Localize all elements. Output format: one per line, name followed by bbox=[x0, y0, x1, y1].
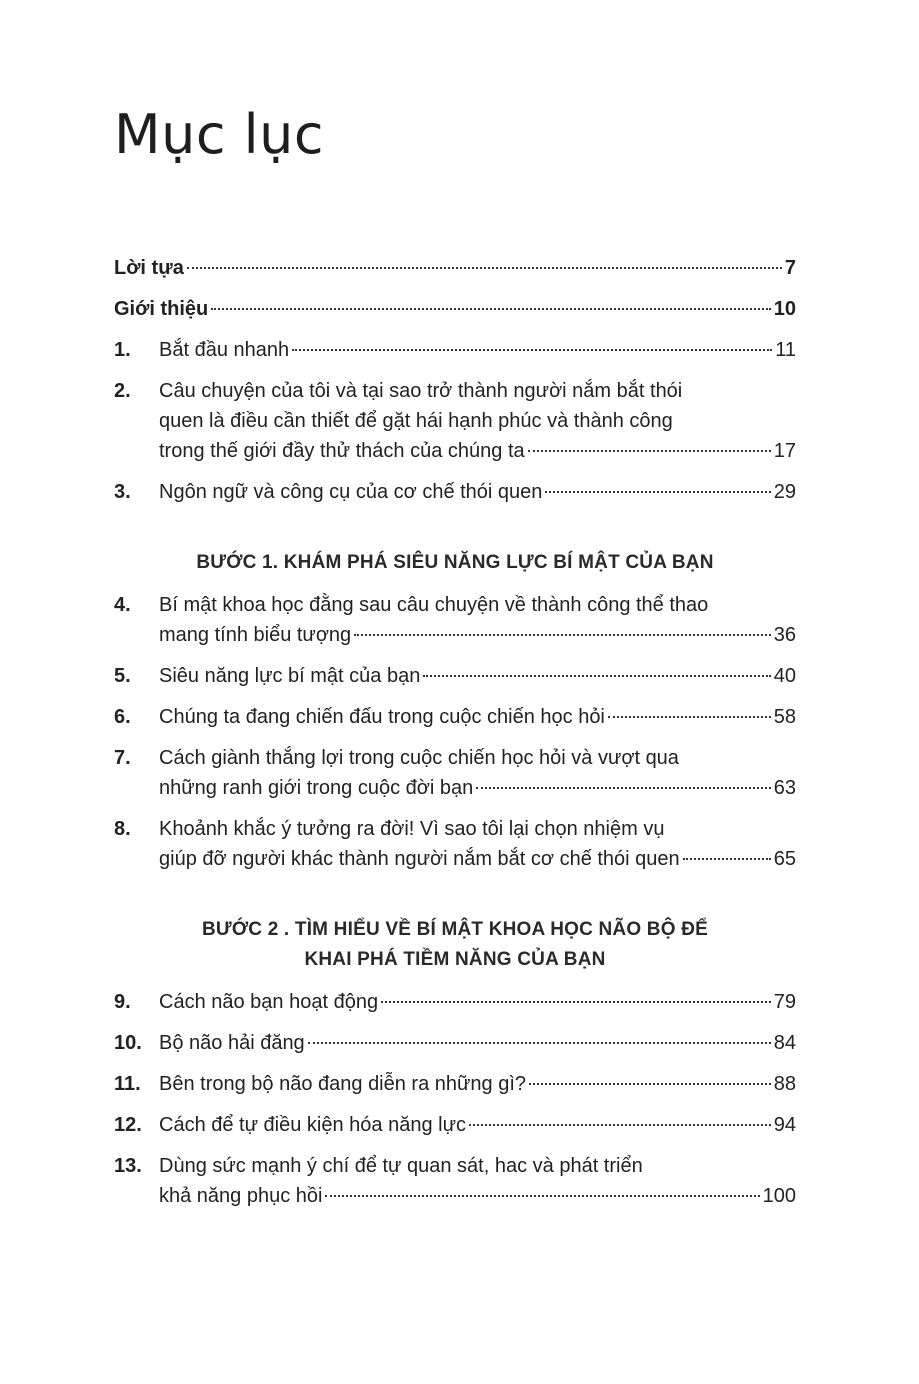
toc-entry-title: Chúng ta đang chiến đấu trong cuộc chiến học hỏi bbox=[159, 706, 605, 728]
toc-entry-chapter-10[interactable] bbox=[114, 1028, 796, 1058]
chapter-number: 8. bbox=[114, 818, 131, 840]
dot-leader bbox=[529, 1083, 771, 1085]
toc-entry-chapter-12[interactable] bbox=[114, 1110, 796, 1140]
toc-entry-title-line: Bí mật khoa học đằng sau câu chuyện về thành công thể thao bbox=[159, 594, 709, 616]
chapter-number: 13. bbox=[114, 1155, 142, 1177]
dot-leader bbox=[292, 349, 772, 351]
section-heading-line: KHAI PHÁ TIỀM NĂNG CỦA BẠN bbox=[304, 949, 606, 970]
toc-entry-title-line: Câu chuyện của tôi và tại sao trở thành người nắm bắt thói bbox=[159, 380, 683, 402]
chapter-number: 12. bbox=[114, 1114, 142, 1136]
toc-page-number: 84 bbox=[773, 1032, 796, 1054]
toc-entry-chapter-2[interactable] bbox=[114, 376, 796, 466]
toc-entry-body bbox=[159, 814, 796, 874]
toc-entry-body bbox=[159, 477, 796, 507]
section-heading-step-2 bbox=[114, 915, 796, 975]
toc-entry-title: Bên trong bộ não đang diễn ra những gì? bbox=[159, 1073, 527, 1095]
dot-leader bbox=[308, 1042, 771, 1044]
toc-entry-body bbox=[159, 376, 796, 466]
toc-entry-title: Ngôn ngữ và công cụ của cơ chế thói quen bbox=[159, 481, 543, 503]
toc-entry-title: Bắt đầu nhanh bbox=[159, 339, 290, 361]
toc-entry-title-line: Cách giành thắng lợi trong cuộc chiến học hỏi và vượt qua bbox=[159, 747, 679, 769]
toc-page-number: 88 bbox=[773, 1073, 796, 1095]
toc-entry-title: Cách não bạn hoạt động bbox=[159, 991, 379, 1013]
chapter-number: 2. bbox=[114, 380, 131, 402]
toc-entry-introduction[interactable] bbox=[114, 294, 796, 324]
dot-leader bbox=[423, 675, 770, 677]
dot-leader bbox=[211, 308, 771, 310]
toc-entry-body bbox=[159, 1069, 796, 1099]
toc-page-number: 63 bbox=[773, 777, 796, 799]
toc-entry-body bbox=[159, 335, 796, 365]
toc-entry-chapter-11[interactable] bbox=[114, 1069, 796, 1099]
dot-leader bbox=[325, 1195, 759, 1197]
toc-entry-body bbox=[159, 1151, 796, 1211]
toc-entry-body bbox=[114, 294, 796, 324]
section-heading-line: BƯỚC 2 . TÌM HIỂU VỀ BÍ MẬT KHOA HỌC NÃO BỘ ĐỂ bbox=[202, 919, 708, 940]
toc-entry-chapter-5[interactable] bbox=[114, 661, 796, 691]
toc-entry-title-line: Khoảnh khắc ý tưởng ra đời! Vì sao tôi lại chọn nhiệm vụ bbox=[159, 818, 665, 840]
dot-leader bbox=[683, 858, 771, 860]
toc-entry-title-line: Dùng sức mạnh ý chí để tự quan sát, hac và phát triển bbox=[159, 1155, 643, 1177]
toc-page-number: 40 bbox=[773, 665, 796, 687]
toc-page-number: 100 bbox=[762, 1185, 796, 1207]
toc-entry-body bbox=[159, 590, 796, 650]
dot-leader bbox=[608, 716, 771, 718]
toc-entry-body bbox=[159, 702, 796, 732]
toc-entry-title: mang tính biểu tượng bbox=[159, 624, 352, 646]
chapter-number: 11. bbox=[114, 1073, 141, 1095]
toc-entry-chapter-6[interactable] bbox=[114, 702, 796, 732]
chapter-number: 3. bbox=[114, 481, 131, 503]
section-heading-line: BƯỚC 1. KHÁM PHÁ SIÊU NĂNG LỰC BÍ MẬT CỦA BẠN bbox=[196, 552, 714, 573]
toc-page-number: 36 bbox=[773, 624, 796, 646]
toc-page-number: 79 bbox=[773, 991, 796, 1013]
toc-entry-chapter-4[interactable] bbox=[114, 590, 796, 650]
toc-entry-body bbox=[159, 1110, 796, 1140]
toc-entry-chapter-1[interactable] bbox=[114, 335, 796, 365]
chapter-number: 1. bbox=[114, 339, 131, 361]
toc-entry-title-line: quen là điều cần thiết để gặt hái hạnh phúc và thành công bbox=[159, 410, 673, 432]
toc-entry-title: những ranh giới trong cuộc đời bạn bbox=[159, 777, 474, 799]
chapter-number: 6. bbox=[114, 706, 131, 728]
toc-page-number: 65 bbox=[773, 848, 796, 870]
dot-leader bbox=[469, 1124, 771, 1126]
toc-entry-body bbox=[159, 743, 796, 803]
toc-entry-title: Siêu năng lực bí mật của bạn bbox=[159, 665, 421, 687]
toc-entry-title: giúp đỡ người khác thành người nắm bắt cơ chế thói quen bbox=[159, 848, 680, 870]
toc-entry-chapter-3[interactable] bbox=[114, 477, 796, 507]
toc-entry-title: Cách để tự điều kiện hóa năng lực bbox=[159, 1114, 466, 1136]
page-title: Mục lục bbox=[114, 103, 325, 166]
toc-entry-body bbox=[159, 987, 796, 1017]
dot-leader bbox=[476, 787, 770, 789]
dot-leader bbox=[187, 267, 782, 269]
dot-leader bbox=[381, 1001, 771, 1003]
dot-leader bbox=[528, 450, 771, 452]
toc-entry-title: Bộ não hải đăng bbox=[159, 1032, 305, 1054]
chapter-number: 10. bbox=[114, 1032, 142, 1054]
toc-entry-body bbox=[159, 661, 796, 691]
toc-entry-chapter-9[interactable] bbox=[114, 987, 796, 1017]
chapter-number: 9. bbox=[114, 991, 131, 1013]
chapter-number: 7. bbox=[114, 747, 131, 769]
toc-entry-chapter-8[interactable] bbox=[114, 814, 796, 874]
toc-entry-body bbox=[114, 253, 796, 283]
dot-leader bbox=[545, 491, 770, 493]
toc-page-number: 11 bbox=[775, 339, 796, 361]
toc-entry-title: khả năng phục hồi bbox=[159, 1185, 323, 1207]
toc-entry-chapter-7[interactable] bbox=[114, 743, 796, 803]
toc-entry-body bbox=[159, 1028, 796, 1058]
toc-entry-title: Lời tựa bbox=[114, 257, 184, 279]
dot-leader bbox=[354, 634, 771, 636]
toc-page-number: 17 bbox=[773, 440, 796, 462]
chapter-number: 5. bbox=[114, 665, 131, 687]
toc-entry-preface[interactable] bbox=[114, 253, 796, 283]
toc-entry-title: Giới thiệu bbox=[114, 298, 209, 320]
toc-page-number: 94 bbox=[773, 1114, 796, 1136]
section-heading-step-1 bbox=[114, 548, 796, 578]
toc-page-number: 58 bbox=[773, 706, 796, 728]
table-of-contents bbox=[114, 253, 796, 1222]
toc-entry-title: trong thế giới đầy thử thách của chúng ta bbox=[159, 440, 525, 462]
toc-entry-chapter-13[interactable] bbox=[114, 1151, 796, 1211]
chapter-number: 4. bbox=[114, 594, 131, 616]
toc-page-number: 7 bbox=[784, 257, 796, 279]
toc-page-number: 10 bbox=[773, 298, 796, 320]
toc-page-number: 29 bbox=[773, 481, 796, 503]
